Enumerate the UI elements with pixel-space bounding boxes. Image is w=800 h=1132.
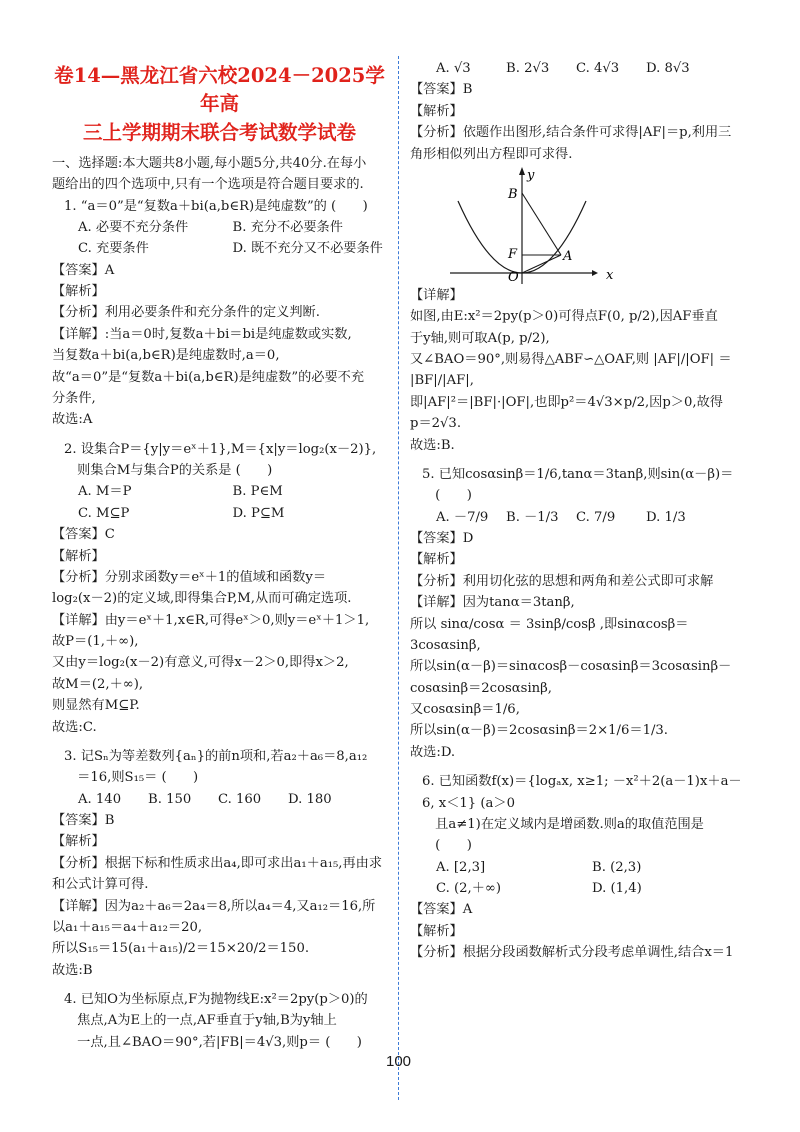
option-row — [52, 238, 387, 259]
left-column — [52, 58, 387, 1053]
spacer — [410, 763, 748, 771]
text-line: 4. 已知O为坐标原点,F为抛物线E:x²＝2py(p＞0)的 — [64, 992, 368, 1008]
spacer — [52, 981, 387, 989]
page-number: 100 — [386, 1053, 412, 1070]
text-line: 如图,由E:x²＝2py(p＞0)可得点F(0, p/2),因AF垂直 — [410, 309, 718, 325]
text-line: 【分析】根据分段函数解析式分段考虑单调性,结合x＝1 — [410, 945, 734, 961]
text-line: 【解析】 — [410, 552, 463, 568]
text-line: 题给出的四个选项中,只有一个选项是符合题目要求的. — [52, 177, 364, 193]
text-line: 则显然有M⊆P. — [52, 698, 140, 714]
text-line: 且a≠1)在定义域内是增函数.则a的取值范围是 — [422, 816, 704, 832]
text-line: p＝2√3. — [410, 416, 462, 432]
text-line: 所以sin(α－β)＝2cosαsinβ＝2×1/6＝1/3. — [410, 723, 668, 739]
text-line: 【答案】B — [52, 813, 115, 829]
column-divider — [398, 56, 399, 1100]
option-text: C. 7/9 — [576, 509, 616, 525]
spacer — [410, 456, 748, 464]
text-line: 【解析】 — [52, 284, 105, 300]
text-line: 【详解】:当a＝0时,复数a＋bi＝bi是纯虚数或实数, — [52, 326, 352, 342]
text-line: cosαsinβ＝2cosαsinβ, — [410, 680, 552, 696]
option-text: B. 150 — [148, 791, 192, 807]
option-text: A. [2,3] — [436, 859, 486, 875]
option-row — [410, 857, 748, 878]
segment-BA — [522, 193, 561, 255]
spacer — [52, 738, 387, 746]
text-line: 以a₁＋a₁₅＝a₄＋a₁₂＝20, — [52, 919, 203, 935]
text-line: 【解析】 — [410, 103, 463, 119]
text-line: ( ) — [422, 488, 472, 504]
option-text: B. 充分不必要条件 — [232, 219, 343, 235]
text-line: 一、选择题:本大题共8小题,每小题5分,共40分.在每小 — [52, 155, 367, 171]
text-line: 焦点,A为E上的一点,AF垂直于y轴,B为y轴上 — [64, 1013, 337, 1029]
right-content-bottom — [410, 285, 748, 964]
left-content — [52, 153, 387, 1053]
text-line: 【详解】因为a₂＋a₆＝2a₄＝8,所以a₄＝4,又a₁₂＝16,所 — [52, 898, 376, 914]
text-line: 所以S₁₅＝15(a₁＋a₁₅)/2＝15×20/2＝150. — [52, 941, 310, 957]
text-line: 故选:C. — [52, 719, 97, 735]
exam-title — [52, 62, 387, 147]
exam-title-line2: 三上学期期末联合考试数学试卷 — [82, 120, 356, 144]
text-line: 【详解】由y＝eˣ＋1,x∈R,可得eˣ＞0,则y＝eˣ＋1＞1, — [52, 612, 370, 628]
option-text: C. 4√3 — [576, 61, 620, 76]
option-text: B. 2√3 — [506, 61, 550, 76]
x-axis-label: x — [606, 267, 614, 283]
text-line: 【答案】D — [410, 531, 474, 546]
text-line: 【解析】 — [52, 548, 105, 564]
option-text: C. (2,＋∞) — [436, 881, 502, 896]
right-content-top — [410, 58, 748, 165]
option-text: B. －1/3 — [506, 509, 559, 525]
text-line: 3. 记Sₙ为等差数列{aₙ}的前n项和,若a₂＋a₆＝8,a₁₂ — [64, 748, 368, 764]
option-text: A. √3 — [436, 61, 471, 76]
text-line: 故选:B. — [410, 437, 455, 453]
text-line: 2. 设集合P＝{y|y＝eˣ＋1},M＝{x|y＝log₂(x－2)}, — [64, 441, 377, 457]
text-line: 于y轴,则可取A(p, p/2), — [410, 330, 550, 346]
option-text: A. M＝P — [78, 484, 132, 500]
option-row — [410, 58, 748, 79]
text-line: 所以 sinα/cosα ＝ 3sinβ/cosβ ,即sinαcosβ＝3cosαsinβ, — [410, 616, 689, 653]
text-line: 故M＝(2,＋∞), — [52, 676, 144, 692]
text-line: 【分析】分别求函数y＝eˣ＋1的值域和函数y＝ — [52, 569, 327, 585]
text-line: 【答案】C — [52, 527, 115, 543]
text-line: 和公式计算可得. — [52, 877, 149, 893]
text-line: log₂(x－2)的定义域,即得集合P,M,从而可确定选项. — [52, 591, 352, 607]
option-text: A. 必要不充分条件 — [78, 219, 189, 235]
option-text: D. 1/3 — [646, 509, 686, 525]
text-line: 【解析】 — [52, 834, 105, 850]
text-line: 6. 已知函数f(x)＝{logₐx, x≥1; －x²＋2(a－1)x＋a－6, x＜1} (a＞0 — [422, 774, 742, 811]
text-line: 分条件, — [52, 390, 96, 406]
text-line: 故选:A — [52, 412, 93, 428]
text-line: 即|AF|²＝|BF|·|OF|,也即p²＝4√3×p/2,因p＞0,故得 — [410, 394, 723, 410]
text-line: 故P＝(1,＋∞), — [52, 634, 139, 650]
option-text: D. 既不充分又不必要条件 — [232, 241, 383, 257]
text-line: 【答案】B — [410, 82, 473, 98]
option-row — [52, 789, 387, 810]
text-line: 5. 已知cosαsinβ＝1/6,tanα＝3tanβ,则sin(α－β)＝ — [422, 466, 734, 482]
text-line: 【分析】依题作出图形,结合条件可求得|AF|＝p,利用三 — [410, 125, 732, 141]
option-text: D. P⊆M — [232, 505, 285, 521]
option-row — [52, 503, 387, 524]
x-axis-arrow — [592, 270, 598, 276]
text-line: 【详解】 — [410, 287, 463, 303]
point-O-label: O — [508, 269, 519, 285]
text-line: 【分析】根据下标和性质求出a₄,即可求出a₁＋a₁₅,再由求 — [52, 855, 383, 871]
option-text: D. (1,4) — [592, 881, 642, 896]
text-line: 【解析】 — [410, 923, 463, 939]
text-line: 【分析】利用必要条件和充分条件的定义判断. — [52, 305, 320, 321]
text-line: 所以sin(α－β)＝sinαcosβ－cosαsinβ＝3cosαsinβ－ — [410, 659, 732, 675]
text-line: 【详解】因为tanα＝3tanβ, — [410, 595, 575, 611]
option-text: A. －7/9 — [436, 509, 489, 525]
segment-OA — [522, 255, 561, 273]
text-line: 故选:D. — [410, 744, 456, 760]
text-line: ＝16,则S₁₅＝ ( ) — [64, 770, 199, 786]
text-line: 一点,且∠BAO＝90°,若|FB|＝4√3,则p＝ ( ) — [64, 1034, 362, 1050]
text-line: 又∠BAO＝90°,则易得△ABF∽△OAF,则 |AF|/|OF| ＝ — [410, 352, 732, 367]
y-axis-arrow — [519, 167, 525, 175]
option-row — [52, 481, 387, 502]
text-line: 当复数a＋bi(a,b∈R)是纯虚数时,a＝0, — [52, 348, 280, 364]
text-line: 故选:B — [52, 962, 93, 978]
option-row — [410, 878, 748, 899]
option-text: A. 140 — [78, 791, 122, 807]
point-F-label: F — [508, 246, 518, 262]
option-text: D. 8√3 — [646, 61, 690, 76]
right-column — [410, 58, 748, 964]
option-row — [52, 217, 387, 238]
text-line: 【答案】A — [52, 262, 115, 278]
option-row — [410, 507, 748, 528]
text-line: 1. “a＝0”是“复数a＋bi(a,b∈R)是纯虚数”的 ( ) — [64, 198, 368, 214]
text-line: 角形相似列出方程即可求得. — [410, 146, 573, 162]
parabola-figure — [450, 167, 620, 285]
option-text: B. P∈M — [232, 484, 283, 500]
option-text: C. 160 — [218, 791, 262, 807]
text-line: 【分析】利用切化弦的思想和两角和差公式即可求解 — [410, 573, 714, 589]
y-axis-label: y — [527, 167, 535, 183]
text-line: 又cosαsinβ＝1/6, — [410, 702, 520, 717]
point-A-label: A — [563, 248, 573, 264]
text-line: 又由y＝log₂(x－2)有意义,可得x－2＞0,即得x＞2, — [52, 655, 349, 671]
option-text: B. (2,3) — [592, 859, 642, 875]
text-line: |BF|/|AF|, — [410, 373, 474, 389]
exam-title-line1: 卷14—黑龙江省六校2024－2025学年高 — [54, 64, 385, 116]
text-line: 则集合M与集合P的关系是 ( ) — [64, 463, 273, 479]
text-line: 【答案】A — [410, 902, 473, 918]
text-line: ( ) — [422, 838, 472, 854]
point-B-label: B — [508, 186, 518, 202]
spacer — [52, 431, 387, 439]
option-text: C. M⊆P — [78, 505, 130, 521]
text-line: 故“a＝0”是“复数a＋bi(a,b∈R)是纯虚数”的必要不充 — [52, 369, 365, 385]
option-text: C. 充要条件 — [78, 241, 149, 257]
option-text: D. 180 — [288, 791, 332, 807]
